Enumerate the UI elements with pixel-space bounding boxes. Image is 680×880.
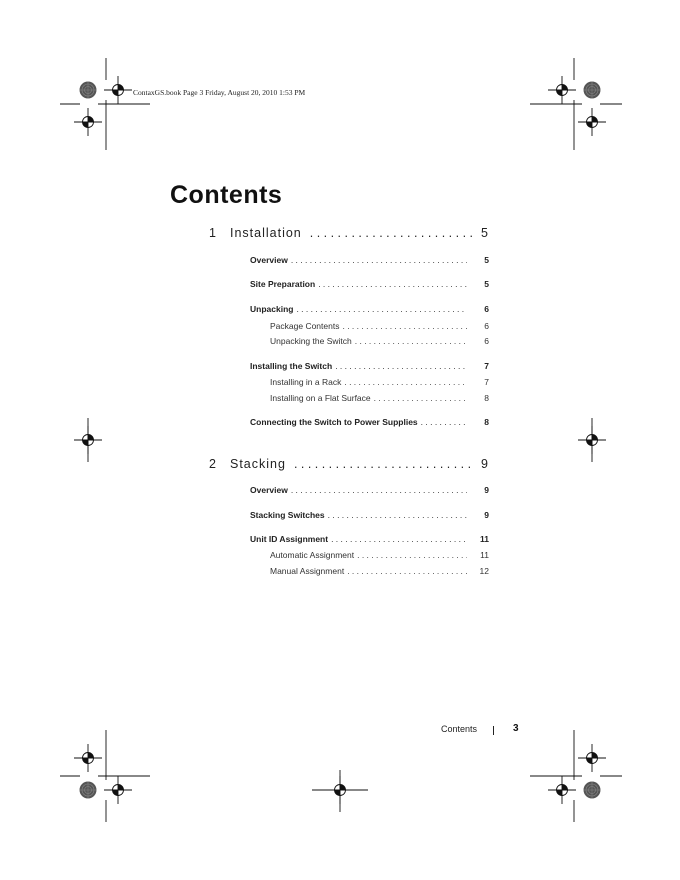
toc-chapter-installation[interactable] [209,226,489,240]
toc-section-unpacking[interactable] [250,304,489,314]
dot-leader [332,361,467,371]
dot-leader [344,566,467,576]
section-label: Site Preparation [250,279,316,289]
section-label: Unpacking [250,304,294,314]
dot-leader [371,393,467,403]
toc-chapter-stacking[interactable] [209,457,489,471]
toc-section-installing-the-switch[interactable] [250,361,489,371]
chapter-number: 2 [209,457,217,471]
dot-leader [352,336,467,346]
toc-subsection-package-contents[interactable] [270,321,489,331]
page-number: 6 [484,336,489,346]
registration-cross-icon [578,744,606,772]
page-number: 12 [479,566,489,576]
dot-leader [288,255,467,265]
page-number: 8 [484,417,489,427]
section-label: Overview [250,255,288,265]
section-label: Overview [250,485,288,495]
registration-cross-icon [104,776,132,804]
registration-cross-icon [548,76,576,104]
toc-section-stacking-switches[interactable] [250,510,489,520]
page-number: 11 [480,550,489,560]
print-header-note: ContaxGS.book Page 3 Friday, August 20, 2010 1:53 PM [133,88,306,97]
dot-leader [339,321,467,331]
chapter-number: 1 [209,226,217,240]
subsection-label: Automatic Assignment [270,550,355,560]
section-label: Unit ID Assignment [250,534,329,544]
page-title: Contents [170,181,283,209]
registration-cross-icon [548,776,576,804]
toc-section-overview[interactable] [250,485,489,495]
page-number: 6 [484,304,489,314]
page-number: 11 [480,534,489,544]
chapter-label: Stacking [230,457,286,471]
color-disc-icon [80,782,97,799]
toc-subsection-unpacking-the-switch[interactable] [270,336,489,346]
page-number: 7 [484,361,489,371]
dot-leader [325,510,467,520]
subsection-label: Installing in a Rack [270,377,342,387]
toc-section-site-preparation[interactable] [250,279,489,289]
dot-leader [341,377,467,387]
subsection-label: Installing on a Flat Surface [270,393,371,403]
dot-leader [286,457,473,471]
dot-leader [328,534,467,544]
footer-section-label: Contents [441,724,478,734]
subsection-label: Package Contents [270,321,340,331]
page-number: 9 [484,510,489,520]
page-number: 5 [484,255,489,265]
dot-leader [302,226,473,240]
subsection-label: Manual Assignment [270,566,345,576]
dot-leader [293,304,467,314]
toc-subsection-automatic-assignment[interactable] [270,550,489,560]
dot-leader [288,485,467,495]
page-number: 5 [484,279,489,289]
subsection-label: Unpacking the Switch [270,336,352,346]
toc-subsection-manual-assignment[interactable] [270,566,489,576]
color-disc-icon [584,782,601,799]
toc-subsection-installing-on-a-flat-surface[interactable] [270,393,489,403]
color-disc-icon [80,82,97,99]
toc-subsection-installing-in-a-rack[interactable] [270,377,489,387]
registration-cross-icon [104,76,132,104]
section-label: Stacking Switches [250,510,325,520]
chapter-label: Installation [230,226,302,240]
section-label: Installing the Switch [250,361,333,371]
registration-cross-icon [74,744,102,772]
page-number: 6 [484,321,489,331]
registration-cross-icon [578,108,606,136]
dot-leader [418,417,467,427]
toc-section-connecting-to-power-supplies[interactable] [250,417,489,427]
section-label: Connecting the Switch to Power Supplies [250,417,418,427]
footer-divider [493,726,494,735]
color-disc-icon [584,82,601,99]
dot-leader [315,279,467,289]
page-number: 7 [484,377,489,387]
footer-page-number: 3 [513,723,519,734]
registration-cross-icon [74,108,102,136]
toc-section-overview[interactable] [250,255,489,265]
page-number: 5 [481,226,489,240]
dot-leader [354,550,467,560]
page-number: 8 [484,393,489,403]
page-number: 9 [484,485,489,495]
page-number: 9 [481,457,489,471]
toc-section-unit-id-assignment[interactable] [250,534,489,544]
